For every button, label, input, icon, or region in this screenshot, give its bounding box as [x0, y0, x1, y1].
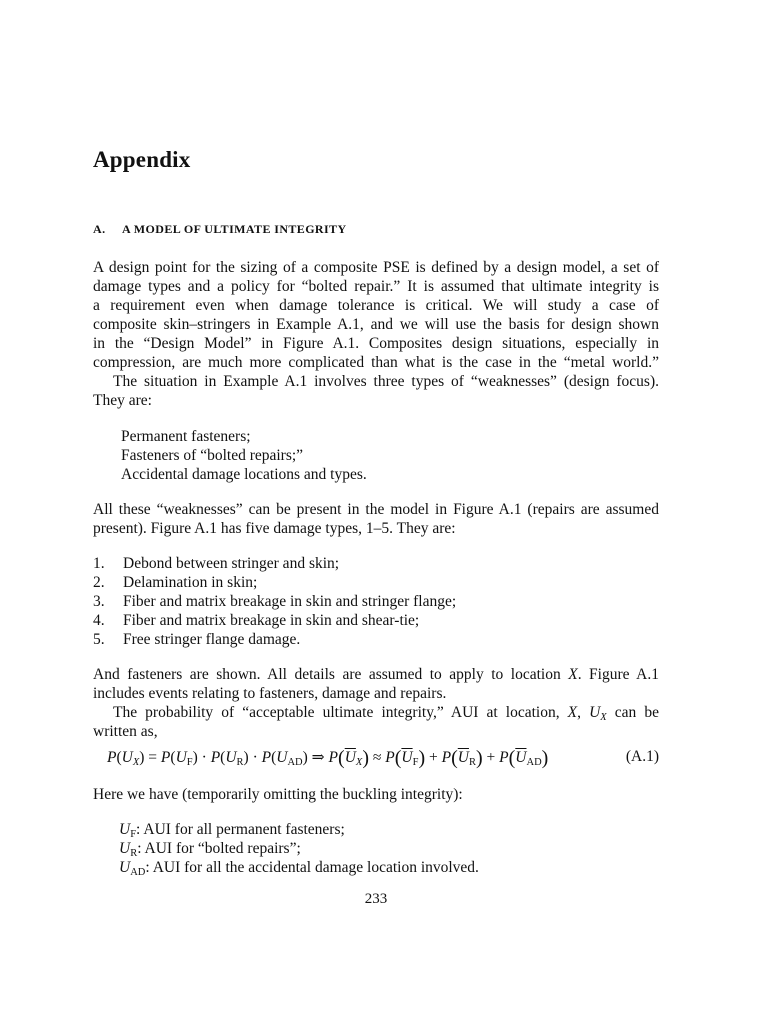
text-line: And fasteners are shown. All details are assumed to apply to location X. Figure A.1 [93, 666, 659, 683]
list-text: Free stringer flange damage. [123, 631, 301, 648]
var-u: U [589, 704, 601, 721]
definition-item: $U_R$: AUI for “bolted repairs”; [119, 840, 301, 859]
list-text: Fiber and matrix breakage in skin and shear-tie; [123, 612, 420, 629]
text-line: The situation in Example A.1 involves three types of “weaknesses” (design focus). [113, 373, 659, 390]
symbol: U [119, 840, 131, 857]
equation-number: (A.1) [625, 748, 659, 765]
symbol: U [119, 859, 131, 876]
text-line: compression, are much more complicated than what is the case in the “metal world.” [93, 354, 659, 371]
text-line: All these “weaknesses” can be present in the model in Figure A.1 (repairs are assumed [93, 501, 659, 518]
var-x: X [567, 704, 578, 721]
list-text: Fiber and matrix breakage in skin and stringer flange; [123, 593, 457, 610]
equation-a1 [107, 748, 659, 772]
section-title: A MODEL OF ULTIMATE INTEGRITY [122, 222, 347, 236]
text-line: A design point for the sizing of a composite PSE is defined by a design model, a set of [93, 259, 659, 276]
equation-body: $P(U_X) = P(U_F) \cdot P(U_R) \cdot P(U_{AD})$ ⇒ $P(\overline{U}_X) \approx P(\overline{U}_F) + P(\overline{U}_R) + P(\overline{U}_{AD})$ [107, 747, 549, 769]
definition-item: $U_F$: AUI for all permanent fasteners; [119, 821, 345, 840]
text-line: composite skin–stringers in Example A.1, and we will use the basis for design shown [93, 316, 659, 333]
list-text: Debond between stringer and skin; [123, 555, 340, 572]
text-line: written as, [93, 723, 158, 740]
text-line: present). Figure A.1 has five damage types, 1–5. They are: [93, 520, 456, 537]
text-line: They are: [93, 392, 152, 409]
paragraph-here-we-have: Here we have (temporarily omitting the buckling integrity): [93, 786, 463, 803]
list-item: Fasteners of “bolted repairs;” [121, 447, 304, 464]
text-line: damage types and a policy for “bolted repair.” It is assumed that ultimate integrity is [93, 278, 659, 295]
list-text: Delamination in skin; [123, 574, 258, 591]
list-number: 2. [93, 574, 105, 591]
page-number: 233 [364, 891, 388, 907]
text-line: includes events relating to fasteners, damage and repairs. [93, 685, 447, 702]
var-x: X [568, 666, 578, 683]
text-line: in the “Design Model” in Figure A.1. Composites design situations, especially in [93, 335, 659, 352]
list-number: 5. [93, 631, 105, 648]
list-number: 4. [93, 612, 105, 629]
section-heading [93, 222, 347, 237]
symbol: U [119, 821, 131, 838]
list-item: Accidental damage locations and types. [121, 466, 367, 483]
list-number: 3. [93, 593, 105, 610]
text-line: The probability of “acceptable ultimate integrity,” AUI at location, X, $U_X$ can be [113, 704, 659, 723]
list-number: 1. [93, 555, 105, 572]
section-number: A. [93, 222, 106, 236]
text-line: a requirement even when damage tolerance is critical. We will study a case of [93, 297, 659, 314]
page-title: Appendix [93, 147, 191, 172]
list-item: Permanent fasteners; [121, 428, 251, 445]
definition-item: $U_{AD}$: AUI for all the accidental damage location involved. [119, 859, 479, 878]
